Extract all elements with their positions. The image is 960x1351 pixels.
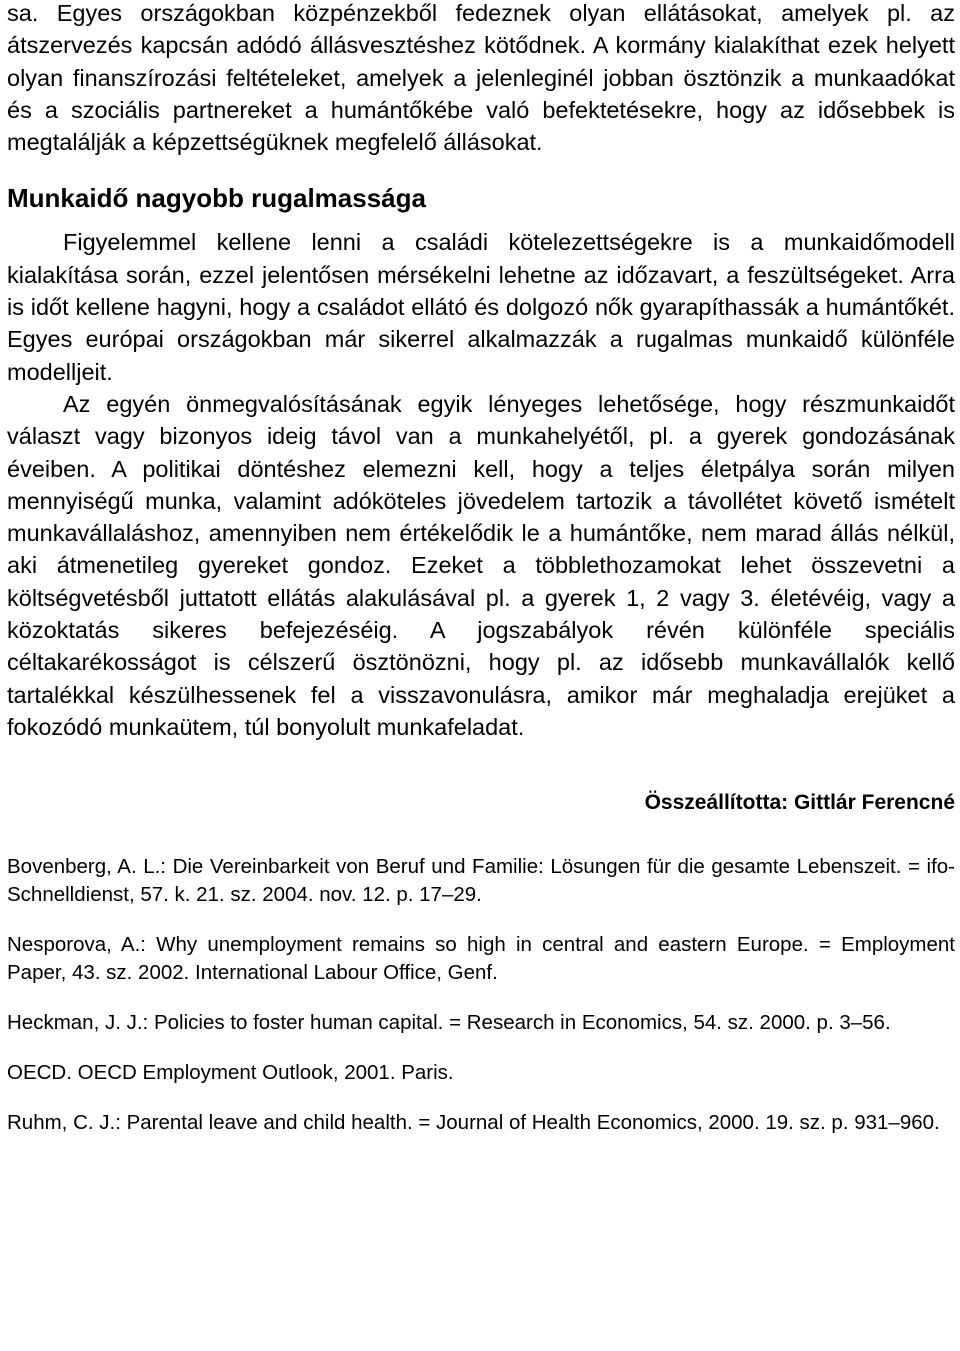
intro-paragraph: sa. Egyes országokban közpénzekből fedeznek olyan ellátásokat, amelyek pl. az átszervezés kapcsán adódó állásvesztéshez kötődnek. A kormány kialakíthat ezek helyett olyan finanszírozási feltételeket, amelyek a jelenleginél jobban ösztönzik a munkaadókat és a szociális partnereket a humántőkébe való befektetésekre, hogy az idősebbek is megtalálják a képzettségüknek megfelelő állásokat.	[7, 0, 955, 156]
section-paragraph-1: Figyelemmel kellene lenni a családi kötelezettségekre is a munkaidőmodell kialakítása során, ezzel jelentősen mérsékelni lehetne az időzavart, a feszültségeket. Arra is időt kellene hagyni, hogy a családot ellátó és dolgozó nők gyarapíthassák a humántőkét. Egyes európai országokban már sikerrel alkalmazzák a rugalmas munkaidő különféle modelljeit.	[7, 229, 955, 385]
reference-item: Ruhm, C. J.: Parental leave and child health. = Journal of Health Economics, 2000. 19. sz. p. 931–960.	[7, 1111, 940, 1135]
reference-item: Nesporova, A.: Why unemployment remains so high in central and eastern Europe. = Employment Paper, 43. sz. 2002. International Labour Office, Genf.	[7, 933, 955, 985]
reference-item: OECD. OECD Employment Outlook, 2001. Paris.	[7, 1061, 454, 1085]
references-list	[7, 853, 955, 1137]
document-page	[7, 0, 955, 1159]
reference-item: Heckman, J. J.: Policies to foster human capital. = Research in Economics, 54. sz. 2000. p. 3–56.	[7, 1011, 891, 1035]
section-paragraph-2: Az egyén önmegvalósításának egyik lényeges lehetősége, hogy részmunkaidőt választ vagy bizonyos ideig távol van a munkahelyétől, pl. a gyerek gondozásának éveiben. A politikai döntéshez elemezni kell, hogy a teljes életpálya során milyen mennyiségű munka, valamint adóköteles jövedelem tartozik a távollétet követő ismételt munkavállaláshoz, amennyiben nem értékelődik le a humántőke, nem marad állás nélkül, aki átmenetileg gyereket gondoz. Ezeket a többlethozamokat lehet összevetni a költségvetésből juttatott ellátás alakulásával pl. a gyerek 1, 2 vagy 3. életévéig, vagy a közoktatás sikeres befejezéséig. A jogszabályok révén különféle speciális céltakarékosságot is célszerű ösztönözni, hogy pl. az idősebb munkavállalók kellő tartalékkal készülhessenek fel a visszavonulásra, amikor már meghaladja erejüket a fokozódó munkaütem, túl bonyolult munkafeladat.	[7, 390, 955, 740]
reference-item: Bovenberg, A. L.: Die Vereinbarkeit von Beruf und Familie: Lösungen für die gesamte Lebenszeit. = ifo-Schnelldienst, 57. k. 21. sz. 2004. nov. 12. p. 17–29.	[7, 855, 955, 907]
author-signature: Összeállította: Gittlár Ferencné	[644, 791, 955, 815]
section-heading: Munkaidő nagyobb rugalmassága	[7, 183, 426, 214]
